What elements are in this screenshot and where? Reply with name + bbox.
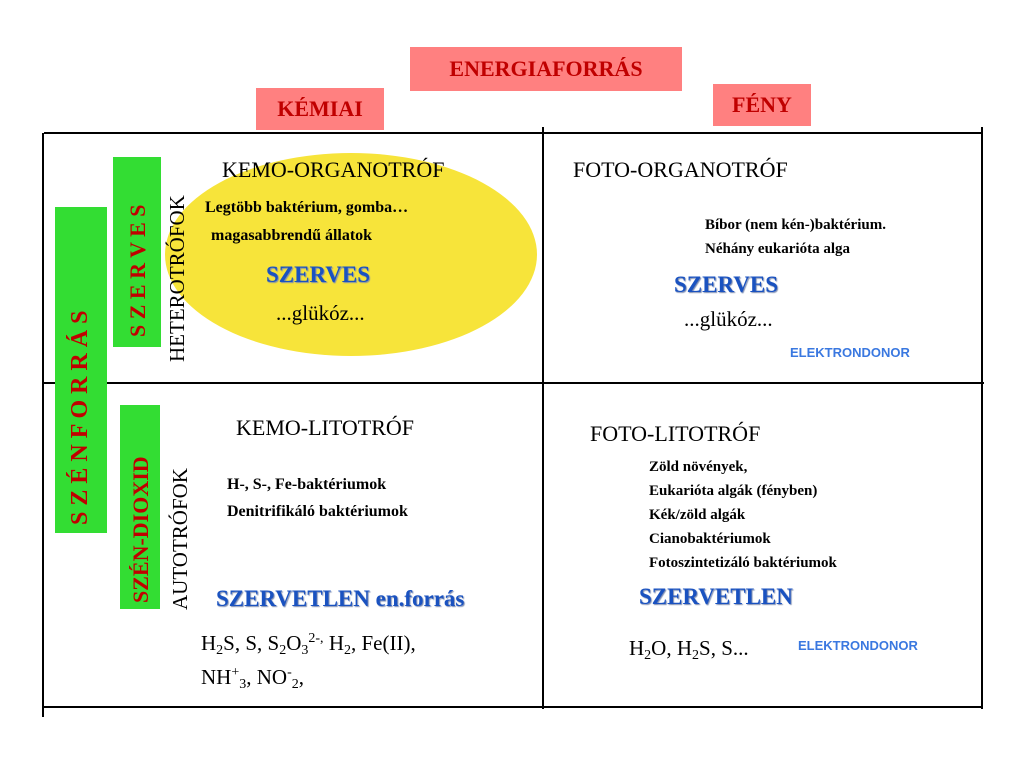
grid-bottom-line: [44, 706, 982, 708]
kemo-litotrof-chem-line-1: $H_2S$, S, $S_2O_3^{2-,}$ $H_2$, Fe(II),: [201, 631, 416, 658]
kemo-organotrof-title: KEMO-ORGANOTRÓF: [222, 157, 445, 182]
foto-organotrof-title: FOTO-ORGANOTRÓF: [573, 157, 788, 182]
grid-right-line: [981, 127, 983, 709]
autotrophs-label: AUTOTRÓFOK: [168, 468, 192, 610]
kemo-organotrof-type: SZERVES: [266, 262, 371, 287]
kemo-litotrof-line-1: H-, S-, Fe-baktériumok: [227, 476, 387, 493]
foto-litotrof-donor: ELEKTRONDONOR: [798, 638, 918, 653]
foto-litotrof-type: SZERVETLEN: [639, 584, 793, 609]
kemo-litotrof-type: SZERVETLEN en.forrás: [216, 586, 465, 611]
foto-organotrof-donor: ELEKTRONDONOR: [790, 345, 910, 360]
carbon-source-box: [55, 207, 107, 533]
foto-litotrof-line-3: Kék/zöld algák: [649, 507, 746, 523]
foto-litotrof-title: FOTO-LITOTRÓF: [590, 421, 761, 446]
co2-box: [120, 405, 160, 609]
energy-source-label: ENERGIAFORRÁS: [410, 47, 682, 91]
kemo-organotrof-example: ...glükóz...: [276, 301, 365, 325]
kemo-organotrof-line-2: magasabbrendű állatok: [211, 227, 373, 244]
foto-organotrof-line-2: Néhány eukarióta alga: [705, 241, 851, 257]
kemo-organotrof-line-1: Legtöbb baktérium, gomba…: [205, 199, 409, 216]
kemo-litotrof-line-2: Denitrifikáló baktériumok: [227, 503, 408, 520]
kemo-litotrof-chem-line-2: $NH^+_3$, $NO^-_2$,: [201, 665, 305, 692]
grid-left-line: [42, 133, 44, 717]
co2-label: SZÉN-DIOXID: [128, 456, 153, 603]
foto-litotrof-line-5: Fotoszintetizáló baktériumok: [649, 555, 837, 571]
organic-box: [113, 157, 161, 347]
carbon-source-label: S Z É N F O R R Á S: [67, 310, 93, 525]
foto-organotrof-type: SZERVES: [674, 272, 779, 297]
foto-organotrof-example: ...glükóz...: [684, 307, 773, 331]
foto-litotrof-line-1: Zöld növények,: [649, 459, 748, 475]
foto-litotrof-line-2: Eukarióta algák (fényben): [649, 483, 818, 499]
foto-organotrof-line-1: Bíbor (nem kén-)baktérium.: [705, 217, 886, 233]
organic-label: S Z E R V E S: [125, 204, 150, 337]
grid-middle-line: [44, 382, 984, 384]
foto-litotrof-line-4: Cianobaktériumok: [649, 531, 771, 547]
grid-top-line: [44, 132, 982, 134]
chemical-label: KÉMIAI: [256, 88, 384, 130]
heterotrophs-label: HETEROTRÓFOK: [165, 195, 189, 362]
grid-center-line: [542, 127, 544, 709]
light-label: FÉNY: [713, 84, 811, 126]
foto-litotrof-chem: $H_2O$, $H_2S$, S...: [629, 636, 749, 663]
kemo-litotrof-title: KEMO-LITOTRÓF: [236, 415, 415, 440]
